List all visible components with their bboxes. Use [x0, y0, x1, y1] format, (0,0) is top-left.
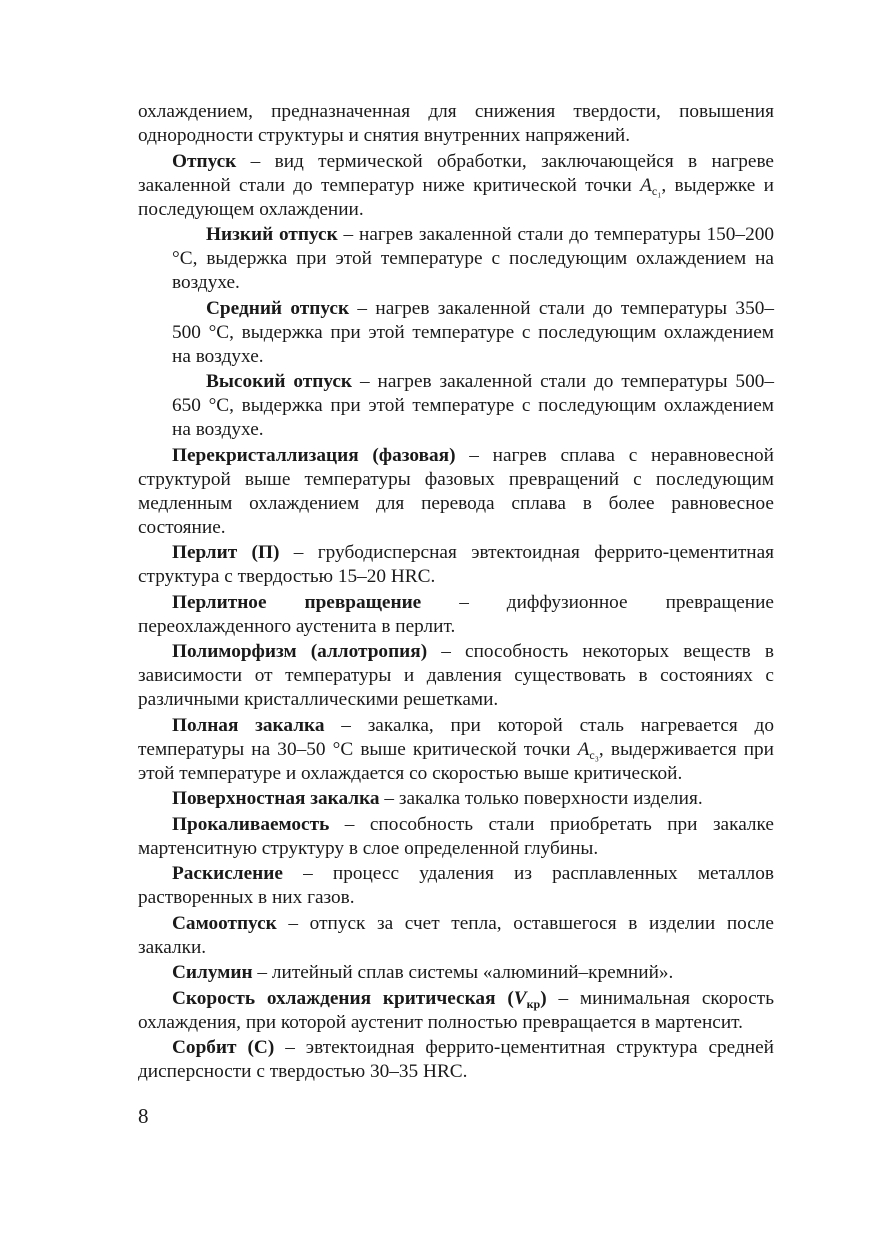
term: Перекристаллизация (фазовая) [172, 444, 456, 466]
definition-text: – способность некоторых веществ в зависимости от температуры и давления существовать в состояниях с различными кристаллическими решетками. [138, 641, 774, 710]
symbol-subscript: c₃ [589, 747, 599, 762]
definition-text: – нагрев закаленной стали до температуры 500–650 °С, выдержка при этой температуре с последующим охлаждением на воздухе. [172, 371, 774, 440]
definition-text: – способность стали приобретать при закалке мартенситную структуру в слое определенной глубины. [138, 813, 774, 859]
symbol: V [513, 987, 527, 1009]
term: Высокий отпуск [206, 371, 353, 392]
term: Полная закалка [172, 714, 325, 736]
definition-text: – нагрев закаленной стали до температуры 150–200 °С, выдержка при этой температуре с последующим охлаждением на воздухе. [172, 224, 774, 293]
symbol-subscript: c₁ [651, 183, 662, 198]
term: Самоотпуск [172, 912, 277, 934]
term: Раскисление [172, 863, 283, 884]
definition-text: – эвтектоидная феррито-цементитная структура средней дисперсности с твердостью 30–35 HRC. [138, 1037, 774, 1082]
term: Полиморфизм (аллотропия) [172, 641, 428, 662]
glossary-entry-pearlite [138, 541, 774, 589]
term: Перлит (П) [172, 542, 280, 563]
glossary-entry-polymorphism [138, 640, 774, 712]
definition-text: – процесс удаления из расплавленных металлов растворенных в них газов. [138, 863, 774, 908]
definition-text: – диффузионное превращение переохлажденного аустенита в перлит. [138, 591, 774, 637]
intro-paragraph [138, 100, 774, 148]
glossary-entry-medium-tempering [172, 297, 774, 369]
intro-text: охлаждением, предназначенная для снижения твердости, повышения однородности структуры и снятия внутренних напряжений. [138, 101, 774, 146]
glossary-text [138, 100, 774, 1086]
glossary-entry-surface-hardening [138, 787, 774, 811]
term: Поверхностная закалка [172, 788, 380, 809]
glossary-entry-low-tempering [172, 223, 774, 295]
term: Низкий отпуск [206, 224, 338, 245]
symbol: A [577, 738, 590, 760]
glossary-entry-self-tempering [138, 912, 774, 960]
definition-text: – грубодисперсная эвтектоидная феррито-цементитная структура с твердостью 15–20 HRC. [138, 542, 774, 587]
definition-text: – вид термической обработки, заключающейся в нагреве закаленной стали до температур ниже критической точки [138, 150, 774, 196]
glossary-entry-full-hardening [138, 714, 774, 786]
term: Скорость охлаждения критическая ( [172, 987, 514, 1009]
glossary-entry-silumin [138, 961, 774, 985]
term: Силумин [172, 962, 253, 983]
definition-text: , выдерживается при этой температуре и охлаждается со скоростью выше критической. [138, 738, 775, 784]
term: Отпуск [172, 150, 237, 172]
term: Сорбит (С) [172, 1037, 275, 1058]
definition-text: – минимальная скорость охлаждения, при которой аустенит полностью превращается в мартенсит. [138, 987, 774, 1033]
definition-text: – нагрев закаленной стали до температуры 350–500 °С, выдержка при этой температуре с последующим охлаждением на воздухе. [172, 297, 774, 367]
glossary-entry-deoxidation [138, 862, 774, 910]
term: Прокаливаемость [172, 813, 330, 835]
definition-text: – закалка, при которой сталь нагревается до температуры на 30–50 °С выше критической точки [138, 714, 774, 760]
glossary-entry-pearlite-transformation [138, 591, 774, 639]
definition-text: – нагрев сплава с неравновесной структурой выше температуры фазовых превращений с последующим медленным охлаждением для перевода сплава в более равновесное состояние. [138, 444, 775, 538]
symbol-subscript: кр [526, 996, 541, 1011]
definition-text: , выдержке и последующем охлаждении. [138, 174, 774, 220]
glossary-entry-otpusk [138, 150, 774, 222]
term-closing: ) [540, 987, 547, 1009]
term: Перлитное превращение [172, 591, 422, 613]
glossary-entry-hardenability [138, 813, 774, 861]
page-number: 8 [138, 1104, 149, 1128]
glossary-entry-sorbite [138, 1036, 774, 1084]
symbol: A [640, 174, 652, 196]
glossary-entry-high-tempering [172, 370, 774, 442]
glossary-entry-critical-cooling-rate [138, 987, 774, 1035]
term: Средний отпуск [206, 297, 350, 319]
definition-text: – закалка только поверхности изделия. [379, 788, 703, 809]
glossary-entry-recrystallization [138, 444, 774, 540]
definition-text: – литейный сплав системы «алюминий–кремний». [252, 962, 674, 983]
definition-text: – отпуск за счет тепла, оставшегося в изделии после закалки. [138, 912, 774, 958]
